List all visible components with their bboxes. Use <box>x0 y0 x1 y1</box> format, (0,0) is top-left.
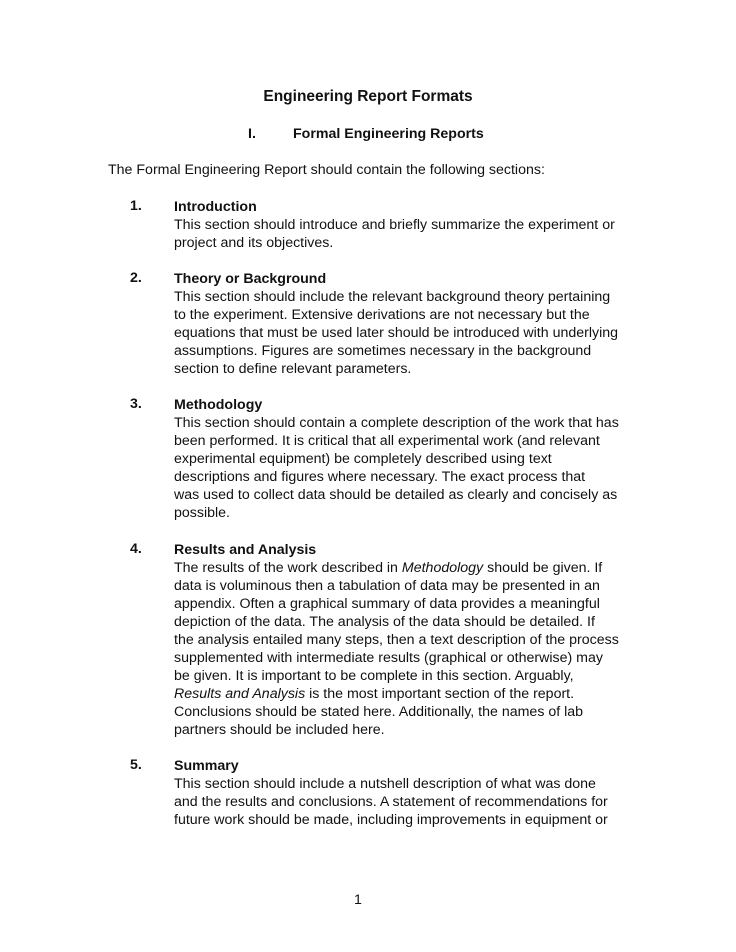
section-text-line: the analysis entailed many steps, then a text description of the process <box>174 632 619 648</box>
section-number: 4. <box>130 541 142 557</box>
section-text-line: The results of the work described in Methodology should be given. If <box>174 560 603 576</box>
section <box>174 396 619 522</box>
italic-term: Results and Analysis <box>174 686 306 702</box>
page-number: 1 <box>354 892 362 908</box>
intro-paragraph: The Formal Engineering Report should contain the following sections: <box>108 162 545 178</box>
section-heading: Introduction <box>174 199 257 215</box>
section-text-line: This section should contain a complete description of the work that has <box>174 415 619 431</box>
section-text-line: be given. It is important to be complete in this section. Arguably, <box>174 668 574 684</box>
section-heading: Results and Analysis <box>174 542 317 558</box>
section-text-line: partners should be included here. <box>174 722 385 738</box>
section-number: 1. <box>130 198 142 214</box>
section-heading: Theory or Background <box>174 271 327 287</box>
section-text-line: Results and Analysis is the most important section of the report. <box>174 686 575 702</box>
section-text-line: to the experiment. Extensive derivations are not necessary but the <box>174 307 590 323</box>
section-number: 5. <box>130 757 142 773</box>
section-text-line: data is voluminous then a tabulation of data may be presented in an <box>174 578 600 594</box>
section-heading: Methodology <box>174 397 263 413</box>
section <box>174 541 619 739</box>
section-text-line: equations that must be used later should be introduced with underlying <box>174 325 619 341</box>
section-text-line: descriptions and figures where necessary. The exact process that <box>174 469 586 485</box>
section-text-line: depiction of the data. The analysis of the data should be detailed. If <box>174 614 595 630</box>
section-text-line: assumptions. Figures are sometimes necessary in the background <box>174 343 592 359</box>
section-text-line: supplemented with intermediate results (graphical or otherwise) may <box>174 650 603 666</box>
section-text-line: been performed. It is critical that all experimental work (and relevant <box>174 433 600 449</box>
section-text-line: was used to collect data should be detailed as clearly and concisely as <box>174 487 618 503</box>
section-text-line: section to define relevant parameters. <box>174 361 412 377</box>
section-number: 3. <box>130 396 142 412</box>
section-text-line: This section should include the relevant background theory pertaining <box>174 289 611 305</box>
section-text-line: future work should be made, including improvements in equipment or <box>174 812 608 828</box>
section-text-line: appendix. Often a graphical summary of data provides a meaningful <box>174 596 600 612</box>
section-text-line: project and its objectives. <box>174 235 334 251</box>
section-heading: Summary <box>174 758 239 774</box>
italic-term: Methodology <box>401 560 484 576</box>
section-text-line: This section should introduce and briefly summarize the experiment or <box>174 217 615 233</box>
section <box>174 270 618 378</box>
section-text-line: experimental equipment) be completely described using text <box>174 451 552 467</box>
subheading-numeral: I. <box>248 126 256 142</box>
section-text-line: Conclusions should be stated here. Additionally, the names of lab <box>174 704 584 720</box>
section-text-line: possible. <box>174 505 230 521</box>
section <box>174 198 615 252</box>
section <box>174 757 608 829</box>
section-text-line: This section should include a nutshell description of what was done <box>174 776 596 792</box>
document-title: Engineering Report Formats <box>263 88 473 105</box>
subheading-title: Formal Engineering Reports <box>293 126 484 142</box>
section-number: 2. <box>130 270 142 286</box>
section-text-line: and the results and conclusions. A statement of recommendations for <box>174 794 608 810</box>
